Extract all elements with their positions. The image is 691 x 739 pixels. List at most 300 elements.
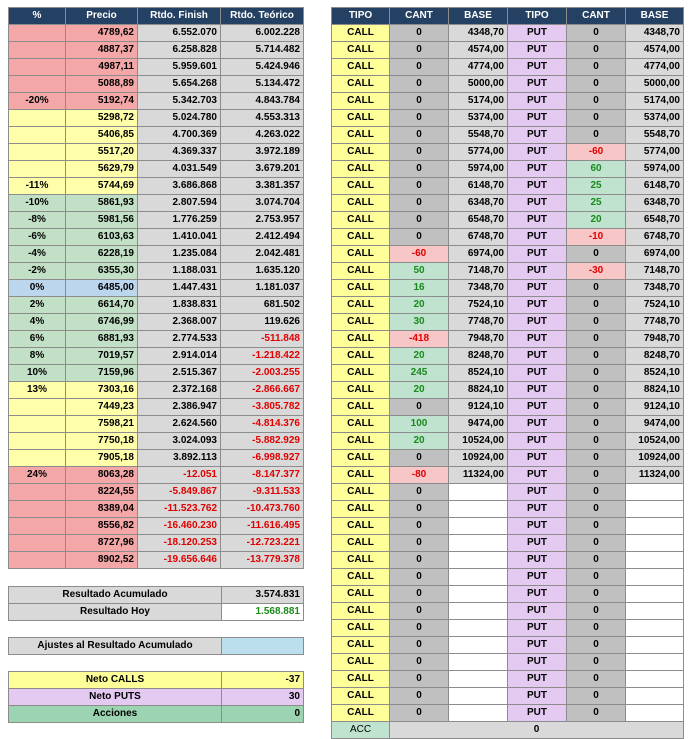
call-cant-cell[interactable]: 20 (390, 348, 449, 365)
call-base-cell[interactable] (449, 569, 508, 586)
call-base-cell[interactable]: 10924,00 (449, 450, 508, 467)
call-cant-cell[interactable]: -418 (390, 331, 449, 348)
call-base-cell[interactable]: 6548,70 (449, 212, 508, 229)
call-base-cell[interactable] (449, 501, 508, 518)
precio-cell[interactable]: 7303,16 (66, 382, 138, 399)
call-base-cell[interactable]: 5774,00 (449, 144, 508, 161)
call-cant-cell[interactable]: 0 (390, 110, 449, 127)
rtdo-finish-cell[interactable]: 4.369.337 (138, 144, 221, 161)
rtdo-teorico-cell[interactable]: -13.779.378 (221, 552, 304, 569)
pct-cell[interactable]: 2% (9, 297, 66, 314)
put-base-cell[interactable]: 6148,70 (626, 178, 684, 195)
call-base-cell[interactable]: 5974,00 (449, 161, 508, 178)
call-cant-cell[interactable]: 0 (390, 484, 449, 501)
put-cant-cell[interactable]: 0 (567, 348, 626, 365)
rtdo-finish-cell[interactable]: 4.700.369 (138, 127, 221, 144)
call-cant-cell[interactable]: 0 (390, 229, 449, 246)
precio-cell[interactable]: 7905,18 (66, 450, 138, 467)
rtdo-teorico-cell[interactable]: 2.042.481 (221, 246, 304, 263)
put-cant-cell[interactable]: 0 (567, 280, 626, 297)
call-base-cell[interactable]: 9124,10 (449, 399, 508, 416)
put-base-cell[interactable] (626, 552, 684, 569)
rtdo-teorico-cell[interactable]: 681.502 (221, 297, 304, 314)
call-base-cell[interactable] (449, 552, 508, 569)
rtdo-teorico-cell[interactable]: -2.003.255 (221, 365, 304, 382)
put-cant-cell[interactable]: 0 (567, 25, 626, 42)
put-base-cell[interactable]: 6748,70 (626, 229, 684, 246)
rtdo-teorico-cell[interactable]: 4.843.784 (221, 93, 304, 110)
precio-cell[interactable]: 8063,28 (66, 467, 138, 484)
call-base-cell[interactable]: 5374,00 (449, 110, 508, 127)
call-type-cell[interactable]: CALL (332, 569, 390, 586)
put-cant-cell[interactable]: 0 (567, 110, 626, 127)
rtdo-teorico-cell[interactable]: 1.635.120 (221, 263, 304, 280)
rtdo-teorico-cell[interactable]: 4.553.313 (221, 110, 304, 127)
pct-cell[interactable] (9, 501, 66, 518)
rtdo-finish-cell[interactable]: 5.959.601 (138, 59, 221, 76)
put-cant-cell[interactable]: 0 (567, 127, 626, 144)
call-base-cell[interactable] (449, 535, 508, 552)
call-type-cell[interactable]: CALL (332, 263, 390, 280)
call-cant-cell[interactable]: 0 (390, 127, 449, 144)
put-type-cell[interactable]: PUT (508, 59, 567, 76)
call-cant-cell[interactable]: 245 (390, 365, 449, 382)
pct-cell[interactable] (9, 127, 66, 144)
call-type-cell[interactable]: CALL (332, 654, 390, 671)
call-cant-cell[interactable]: 0 (390, 195, 449, 212)
call-type-cell[interactable]: CALL (332, 603, 390, 620)
rtdo-teorico-cell[interactable]: 3.972.189 (221, 144, 304, 161)
put-cant-cell[interactable]: 0 (567, 382, 626, 399)
rtdo-finish-cell[interactable]: 4.031.549 (138, 161, 221, 178)
rtdo-finish-cell[interactable]: 2.914.014 (138, 348, 221, 365)
put-base-cell[interactable] (626, 671, 684, 688)
call-base-cell[interactable]: 8524,10 (449, 365, 508, 382)
rtdo-teorico-cell[interactable]: -4.814.376 (221, 416, 304, 433)
put-base-cell[interactable]: 7524,10 (626, 297, 684, 314)
put-base-cell[interactable]: 5000,00 (626, 76, 684, 93)
put-base-cell[interactable]: 4348,70 (626, 25, 684, 42)
precio-cell[interactable]: 5192,74 (66, 93, 138, 110)
put-type-cell[interactable]: PUT (508, 212, 567, 229)
precio-cell[interactable]: 5517,20 (66, 144, 138, 161)
pct-cell[interactable] (9, 450, 66, 467)
put-cant-cell[interactable]: 0 (567, 518, 626, 535)
call-type-cell[interactable]: CALL (332, 416, 390, 433)
precio-cell[interactable]: 6614,70 (66, 297, 138, 314)
put-type-cell[interactable]: PUT (508, 25, 567, 42)
put-type-cell[interactable]: PUT (508, 705, 567, 722)
pct-cell[interactable]: 0% (9, 280, 66, 297)
put-type-cell[interactable]: PUT (508, 314, 567, 331)
put-base-cell[interactable] (626, 569, 684, 586)
rtdo-finish-cell[interactable]: 5.342.703 (138, 93, 221, 110)
put-type-cell[interactable]: PUT (508, 382, 567, 399)
call-base-cell[interactable]: 7524,10 (449, 297, 508, 314)
call-base-cell[interactable]: 8824,10 (449, 382, 508, 399)
put-base-cell[interactable] (626, 620, 684, 637)
pct-cell[interactable] (9, 110, 66, 127)
precio-cell[interactable]: 5861,93 (66, 195, 138, 212)
put-base-cell[interactable]: 7148,70 (626, 263, 684, 280)
call-type-cell[interactable]: CALL (332, 399, 390, 416)
precio-cell[interactable]: 5629,79 (66, 161, 138, 178)
rtdo-finish-cell[interactable]: 2.515.367 (138, 365, 221, 382)
rtdo-finish-cell[interactable]: 3.686.868 (138, 178, 221, 195)
call-cant-cell[interactable]: 0 (390, 654, 449, 671)
call-base-cell[interactable]: 5174,00 (449, 93, 508, 110)
put-cant-cell[interactable]: 0 (567, 93, 626, 110)
put-cant-cell[interactable]: 0 (567, 331, 626, 348)
precio-cell[interactable]: 7159,96 (66, 365, 138, 382)
rtdo-finish-cell[interactable]: 5.024.780 (138, 110, 221, 127)
put-type-cell[interactable]: PUT (508, 263, 567, 280)
put-base-cell[interactable] (626, 518, 684, 535)
put-base-cell[interactable] (626, 637, 684, 654)
call-cant-cell[interactable]: 0 (390, 42, 449, 59)
pct-cell[interactable] (9, 552, 66, 569)
call-base-cell[interactable]: 6148,70 (449, 178, 508, 195)
call-cant-cell[interactable]: 0 (390, 637, 449, 654)
put-cant-cell[interactable]: 20 (567, 212, 626, 229)
call-base-cell[interactable]: 7148,70 (449, 263, 508, 280)
put-type-cell[interactable]: PUT (508, 331, 567, 348)
put-cant-cell[interactable]: 0 (567, 59, 626, 76)
call-type-cell[interactable]: CALL (332, 59, 390, 76)
put-type-cell[interactable]: PUT (508, 467, 567, 484)
put-base-cell[interactable]: 7748,70 (626, 314, 684, 331)
pct-cell[interactable] (9, 144, 66, 161)
put-type-cell[interactable]: PUT (508, 161, 567, 178)
call-type-cell[interactable]: CALL (332, 93, 390, 110)
call-cant-cell[interactable]: 0 (390, 399, 449, 416)
rtdo-finish-cell[interactable]: 3.892.113 (138, 450, 221, 467)
rtdo-teorico-cell[interactable]: 6.002.228 (221, 25, 304, 42)
put-base-cell[interactable]: 9124,10 (626, 399, 684, 416)
put-cant-cell[interactable]: 0 (567, 246, 626, 263)
rtdo-teorico-cell[interactable]: 3.074.704 (221, 195, 304, 212)
rtdo-teorico-cell[interactable]: 2.753.957 (221, 212, 304, 229)
put-base-cell[interactable] (626, 705, 684, 722)
rtdo-teorico-cell[interactable]: -6.998.927 (221, 450, 304, 467)
call-type-cell[interactable]: CALL (332, 314, 390, 331)
put-base-cell[interactable]: 5774,00 (626, 144, 684, 161)
call-cant-cell[interactable]: 0 (390, 25, 449, 42)
call-base-cell[interactable] (449, 637, 508, 654)
precio-cell[interactable]: 6228,19 (66, 246, 138, 263)
rtdo-finish-cell[interactable]: -5.849.867 (138, 484, 221, 501)
acciones-value[interactable]: 0 (222, 706, 304, 723)
rtdo-teorico-cell[interactable]: -9.311.533 (221, 484, 304, 501)
call-base-cell[interactable] (449, 705, 508, 722)
rtdo-teorico-cell[interactable]: 3.679.201 (221, 161, 304, 178)
put-type-cell[interactable]: PUT (508, 110, 567, 127)
put-type-cell[interactable]: PUT (508, 688, 567, 705)
call-type-cell[interactable]: CALL (332, 348, 390, 365)
call-cant-cell[interactable]: 0 (390, 705, 449, 722)
call-cant-cell[interactable]: 0 (390, 569, 449, 586)
precio-cell[interactable]: 6103,63 (66, 229, 138, 246)
put-base-cell[interactable] (626, 586, 684, 603)
pct-cell[interactable]: -11% (9, 178, 66, 195)
neto-calls-value[interactable]: -37 (222, 672, 304, 689)
put-base-cell[interactable] (626, 484, 684, 501)
neto-puts-value[interactable]: 30 (222, 689, 304, 706)
pct-cell[interactable]: 8% (9, 348, 66, 365)
put-cant-cell[interactable]: 0 (567, 705, 626, 722)
call-cant-cell[interactable]: 16 (390, 280, 449, 297)
call-type-cell[interactable]: CALL (332, 144, 390, 161)
rtdo-finish-cell[interactable]: 6.258.828 (138, 42, 221, 59)
call-type-cell[interactable]: CALL (332, 586, 390, 603)
put-cant-cell[interactable]: 0 (567, 620, 626, 637)
rtdo-finish-cell[interactable]: 2.372.168 (138, 382, 221, 399)
resultado-hoy-value[interactable]: 1.568.881 (222, 604, 304, 621)
call-cant-cell[interactable]: 0 (390, 501, 449, 518)
put-base-cell[interactable]: 7348,70 (626, 280, 684, 297)
call-cant-cell[interactable]: 0 (390, 93, 449, 110)
call-cant-cell[interactable]: 0 (390, 688, 449, 705)
put-base-cell[interactable]: 4574,00 (626, 42, 684, 59)
rtdo-finish-cell[interactable]: -12.051 (138, 467, 221, 484)
put-type-cell[interactable]: PUT (508, 365, 567, 382)
put-type-cell[interactable]: PUT (508, 654, 567, 671)
put-type-cell[interactable]: PUT (508, 603, 567, 620)
put-cant-cell[interactable]: 0 (567, 76, 626, 93)
put-cant-cell[interactable]: 0 (567, 399, 626, 416)
call-base-cell[interactable]: 4774,00 (449, 59, 508, 76)
call-type-cell[interactable]: CALL (332, 467, 390, 484)
rtdo-finish-cell[interactable]: -11.523.762 (138, 501, 221, 518)
call-base-cell[interactable] (449, 603, 508, 620)
call-cant-cell[interactable]: 0 (390, 59, 449, 76)
put-type-cell[interactable]: PUT (508, 416, 567, 433)
call-cant-cell[interactable]: 0 (390, 620, 449, 637)
put-cant-cell[interactable]: 0 (567, 501, 626, 518)
call-cant-cell[interactable]: 0 (390, 450, 449, 467)
put-base-cell[interactable]: 6974,00 (626, 246, 684, 263)
call-base-cell[interactable]: 7748,70 (449, 314, 508, 331)
call-type-cell[interactable]: CALL (332, 671, 390, 688)
call-base-cell[interactable] (449, 586, 508, 603)
precio-cell[interactable]: 4789,62 (66, 25, 138, 42)
precio-cell[interactable]: 5981,56 (66, 212, 138, 229)
ajustes-input[interactable] (222, 638, 304, 655)
rtdo-finish-cell[interactable]: -19.656.646 (138, 552, 221, 569)
call-base-cell[interactable]: 10524,00 (449, 433, 508, 450)
call-type-cell[interactable]: CALL (332, 280, 390, 297)
precio-cell[interactable]: 8224,55 (66, 484, 138, 501)
rtdo-teorico-cell[interactable]: 1.181.037 (221, 280, 304, 297)
call-type-cell[interactable]: CALL (332, 161, 390, 178)
put-cant-cell[interactable]: 0 (567, 467, 626, 484)
precio-cell[interactable]: 8556,82 (66, 518, 138, 535)
call-cant-cell[interactable]: 20 (390, 297, 449, 314)
put-type-cell[interactable]: PUT (508, 484, 567, 501)
precio-cell[interactable]: 7750,18 (66, 433, 138, 450)
call-base-cell[interactable]: 4348,70 (449, 25, 508, 42)
call-type-cell[interactable]: CALL (332, 365, 390, 382)
rtdo-teorico-cell[interactable]: -3.805.782 (221, 399, 304, 416)
rtdo-teorico-cell[interactable]: -5.882.929 (221, 433, 304, 450)
put-type-cell[interactable]: PUT (508, 76, 567, 93)
rtdo-finish-cell[interactable]: 6.552.070 (138, 25, 221, 42)
precio-cell[interactable]: 8727,96 (66, 535, 138, 552)
put-type-cell[interactable]: PUT (508, 552, 567, 569)
call-type-cell[interactable]: CALL (332, 110, 390, 127)
rtdo-finish-cell[interactable]: -16.460.230 (138, 518, 221, 535)
put-type-cell[interactable]: PUT (508, 620, 567, 637)
rtdo-finish-cell[interactable]: 2.386.947 (138, 399, 221, 416)
put-cant-cell[interactable]: 25 (567, 178, 626, 195)
put-cant-cell[interactable]: -60 (567, 144, 626, 161)
call-cant-cell[interactable]: 20 (390, 382, 449, 399)
call-base-cell[interactable]: 6974,00 (449, 246, 508, 263)
precio-cell[interactable]: 5088,89 (66, 76, 138, 93)
precio-cell[interactable]: 7019,57 (66, 348, 138, 365)
call-type-cell[interactable]: CALL (332, 212, 390, 229)
pct-cell[interactable]: -20% (9, 93, 66, 110)
precio-cell[interactable]: 6485,00 (66, 280, 138, 297)
precio-cell[interactable]: 5406,85 (66, 127, 138, 144)
put-base-cell[interactable]: 6348,70 (626, 195, 684, 212)
rtdo-teorico-cell[interactable]: -1.218.422 (221, 348, 304, 365)
put-cant-cell[interactable]: 0 (567, 484, 626, 501)
rtdo-finish-cell[interactable]: 2.774.533 (138, 331, 221, 348)
rtdo-teorico-cell[interactable]: 5.714.482 (221, 42, 304, 59)
pct-cell[interactable] (9, 42, 66, 59)
rtdo-teorico-cell[interactable]: 2.412.494 (221, 229, 304, 246)
put-base-cell[interactable] (626, 535, 684, 552)
put-base-cell[interactable]: 6548,70 (626, 212, 684, 229)
pct-cell[interactable] (9, 484, 66, 501)
rtdo-finish-cell[interactable]: 2.807.594 (138, 195, 221, 212)
rtdo-teorico-cell[interactable]: -8.147.377 (221, 467, 304, 484)
call-type-cell[interactable]: CALL (332, 535, 390, 552)
call-cant-cell[interactable]: 20 (390, 433, 449, 450)
call-cant-cell[interactable]: 0 (390, 144, 449, 161)
call-base-cell[interactable] (449, 518, 508, 535)
put-base-cell[interactable]: 5374,00 (626, 110, 684, 127)
call-base-cell[interactable]: 11324,00 (449, 467, 508, 484)
call-cant-cell[interactable]: 50 (390, 263, 449, 280)
rtdo-finish-cell[interactable]: 1.838.831 (138, 297, 221, 314)
put-base-cell[interactable]: 10524,00 (626, 433, 684, 450)
pct-cell[interactable] (9, 399, 66, 416)
precio-cell[interactable]: 6881,93 (66, 331, 138, 348)
call-type-cell[interactable]: CALL (332, 25, 390, 42)
call-type-cell[interactable]: CALL (332, 688, 390, 705)
put-base-cell[interactable]: 5174,00 (626, 93, 684, 110)
put-base-cell[interactable]: 8824,10 (626, 382, 684, 399)
call-base-cell[interactable]: 6748,70 (449, 229, 508, 246)
put-cant-cell[interactable]: 0 (567, 688, 626, 705)
pct-cell[interactable] (9, 433, 66, 450)
precio-cell[interactable]: 6355,30 (66, 263, 138, 280)
precio-cell[interactable]: 4987,11 (66, 59, 138, 76)
put-base-cell[interactable]: 9474,00 (626, 416, 684, 433)
put-cant-cell[interactable]: 0 (567, 603, 626, 620)
put-type-cell[interactable]: PUT (508, 637, 567, 654)
put-type-cell[interactable]: PUT (508, 450, 567, 467)
put-cant-cell[interactable]: 0 (567, 365, 626, 382)
pct-cell[interactable] (9, 416, 66, 433)
call-type-cell[interactable]: CALL (332, 297, 390, 314)
call-type-cell[interactable]: CALL (332, 552, 390, 569)
call-type-cell[interactable]: CALL (332, 433, 390, 450)
put-base-cell[interactable]: 4774,00 (626, 59, 684, 76)
rtdo-teorico-cell[interactable]: 119.626 (221, 314, 304, 331)
rtdo-teorico-cell[interactable]: 5.134.472 (221, 76, 304, 93)
precio-cell[interactable]: 5744,69 (66, 178, 138, 195)
call-type-cell[interactable]: CALL (332, 178, 390, 195)
put-cant-cell[interactable]: 0 (567, 297, 626, 314)
call-base-cell[interactable]: 4574,00 (449, 42, 508, 59)
rtdo-teorico-cell[interactable]: -11.616.495 (221, 518, 304, 535)
put-type-cell[interactable]: PUT (508, 501, 567, 518)
rtdo-teorico-cell[interactable]: 4.263.022 (221, 127, 304, 144)
call-cant-cell[interactable]: 0 (390, 76, 449, 93)
put-type-cell[interactable]: PUT (508, 671, 567, 688)
precio-cell[interactable]: 7598,21 (66, 416, 138, 433)
call-cant-cell[interactable]: 30 (390, 314, 449, 331)
put-cant-cell[interactable]: 0 (567, 535, 626, 552)
call-type-cell[interactable]: CALL (332, 331, 390, 348)
put-cant-cell[interactable]: 0 (567, 416, 626, 433)
pct-cell[interactable] (9, 161, 66, 178)
call-type-cell[interactable]: CALL (332, 127, 390, 144)
rtdo-finish-cell[interactable]: 2.368.007 (138, 314, 221, 331)
resultado-acumulado-value[interactable]: 3.574.831 (222, 587, 304, 604)
put-type-cell[interactable]: PUT (508, 297, 567, 314)
pct-cell[interactable]: -8% (9, 212, 66, 229)
call-type-cell[interactable]: CALL (332, 76, 390, 93)
pct-cell[interactable] (9, 25, 66, 42)
put-type-cell[interactable]: PUT (508, 93, 567, 110)
call-base-cell[interactable]: 5000,00 (449, 76, 508, 93)
put-cant-cell[interactable]: -30 (567, 263, 626, 280)
call-cant-cell[interactable]: 0 (390, 518, 449, 535)
pct-cell[interactable] (9, 518, 66, 535)
call-base-cell[interactable]: 8248,70 (449, 348, 508, 365)
put-type-cell[interactable]: PUT (508, 127, 567, 144)
rtdo-finish-cell[interactable]: 1.776.259 (138, 212, 221, 229)
call-base-cell[interactable] (449, 654, 508, 671)
rtdo-finish-cell[interactable]: 1.447.431 (138, 280, 221, 297)
rtdo-finish-cell[interactable]: 1.410.041 (138, 229, 221, 246)
pct-cell[interactable]: -4% (9, 246, 66, 263)
precio-cell[interactable]: 8902,52 (66, 552, 138, 569)
put-cant-cell[interactable]: 0 (567, 637, 626, 654)
call-type-cell[interactable]: CALL (332, 382, 390, 399)
call-type-cell[interactable]: CALL (332, 501, 390, 518)
pct-cell[interactable]: 6% (9, 331, 66, 348)
put-base-cell[interactable] (626, 501, 684, 518)
call-cant-cell[interactable]: -80 (390, 467, 449, 484)
call-base-cell[interactable]: 7348,70 (449, 280, 508, 297)
call-type-cell[interactable]: CALL (332, 195, 390, 212)
rtdo-finish-cell[interactable]: 1.188.031 (138, 263, 221, 280)
call-type-cell[interactable]: CALL (332, 637, 390, 654)
put-cant-cell[interactable]: 0 (567, 671, 626, 688)
put-base-cell[interactable]: 7948,70 (626, 331, 684, 348)
put-type-cell[interactable]: PUT (508, 518, 567, 535)
call-cant-cell[interactable]: 100 (390, 416, 449, 433)
pct-cell[interactable]: 24% (9, 467, 66, 484)
rtdo-teorico-cell[interactable]: -2.866.667 (221, 382, 304, 399)
pct-cell[interactable]: 10% (9, 365, 66, 382)
pct-cell[interactable]: -10% (9, 195, 66, 212)
